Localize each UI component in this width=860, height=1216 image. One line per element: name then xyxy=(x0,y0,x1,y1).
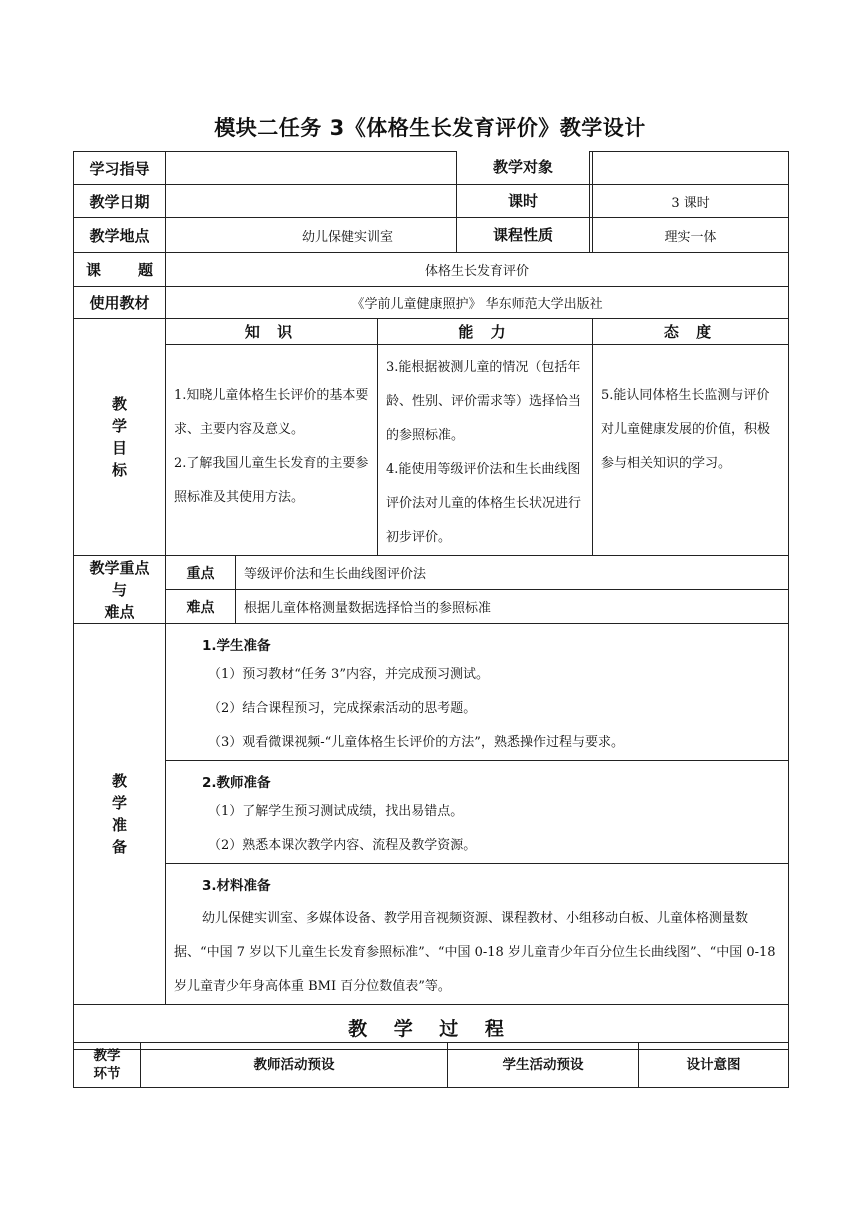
document-title: 模块二任务 3《体格生长发育评价》教学设计 xyxy=(214,116,646,140)
ability-header: 能 力 xyxy=(378,319,593,345)
teacher-prep-title: 2.教师准备 xyxy=(202,775,271,791)
knowledge-goal-2: 2.了解我国儿童生长发育的主要参照标准及其使用方法。 xyxy=(174,456,369,505)
date-label: 教学日期 xyxy=(74,185,166,218)
col-design-intent: 设计意图 xyxy=(639,1043,789,1088)
preparation-label: 教 学 准 备 xyxy=(74,624,166,1005)
student-prep-title: 1.学生准备 xyxy=(202,638,271,654)
audience-value xyxy=(593,152,789,185)
row-guide xyxy=(74,152,789,185)
key-points-label: 教学重点 与 难点 xyxy=(74,556,166,624)
knowledge-goals xyxy=(166,345,378,556)
textbook-label: 使用教材 xyxy=(74,287,166,319)
nature-label: 课程性质 xyxy=(456,218,590,252)
material-prep-text: 幼儿保健实训室、多媒体设备、教学用音视频资源、课程教材、小组移动白板、儿童体格测量数据、“中国 7 岁以下儿童生长发育参照标准”、“中国 0-18 岁儿童青少年百分位生长曲线图”、“中国 0-18 岁儿童青少年身高体重 BMI 百分位数值表”等。 xyxy=(174,911,776,994)
row-place xyxy=(74,218,789,253)
teacher-prep-item-2: （2）熟悉本课次教学内容、流程及教学资源。 xyxy=(208,838,477,853)
col-stage: 教学 环节 xyxy=(74,1043,141,1088)
process-title: 教 学 过 程 xyxy=(74,1005,789,1050)
key-value: 等级评价法和生长曲线图评价法 xyxy=(236,556,789,590)
process-header-table xyxy=(73,1042,789,1088)
row-textbook xyxy=(74,287,789,319)
row-key-point xyxy=(74,556,789,590)
row-topic xyxy=(74,253,789,287)
place-value: 幼儿保健实训室 xyxy=(166,218,530,253)
difficulty-value: 根据儿童体格测量数据选择恰当的参照标准 xyxy=(236,590,789,624)
attitude-goal-5: 5.能认同体格生长监测与评价对儿童健康发展的价值，积极参与相关知识的学习。 xyxy=(601,388,771,471)
hours-value: 3 课时 xyxy=(593,185,789,218)
ability-goals xyxy=(378,345,593,556)
guide-label: 学习指导 xyxy=(74,152,166,185)
audience-label: 教学对象 xyxy=(456,151,590,184)
process-header-row xyxy=(74,1043,789,1088)
row-date xyxy=(74,185,789,218)
attitude-header: 态 度 xyxy=(593,319,789,345)
row-goals-header xyxy=(74,319,789,345)
goals-label: 教 学 目 标 xyxy=(74,319,166,556)
row-material-prep xyxy=(74,864,789,1005)
col-teacher-activity: 教师活动预设 xyxy=(141,1043,448,1088)
topic-label: 课 题 xyxy=(74,253,166,287)
textbook-value: 《学前儿童健康照护》 华东师范大学出版社 xyxy=(166,287,789,319)
knowledge-header: 知 识 xyxy=(166,319,378,345)
student-prep-item-1: （1）预习教材“任务 3”内容，并完成预习测试。 xyxy=(208,667,489,682)
material-prep-title: 3.材料准备 xyxy=(202,878,271,894)
hours-label: 课时 xyxy=(456,185,590,217)
place-label: 教学地点 xyxy=(74,218,166,253)
row-difficulty xyxy=(74,590,789,624)
difficulty-label: 难点 xyxy=(166,590,236,624)
row-teacher-prep xyxy=(74,761,789,864)
student-preparation xyxy=(166,624,789,761)
row-goals-body xyxy=(74,345,789,556)
student-prep-item-2: （2）结合课程预习，完成探索活动的思考题。 xyxy=(208,701,477,716)
knowledge-goal-1: 1.知晓儿童体格生长评价的基本要求、主要内容及意义。 xyxy=(174,388,369,437)
teacher-prep-item-1: （1）了解学生预习测试成绩，找出易错点。 xyxy=(208,804,464,819)
material-preparation xyxy=(166,864,789,1005)
topic-value: 体格生长发育评价 xyxy=(166,253,789,287)
teacher-preparation xyxy=(166,761,789,864)
nature-value: 理实一体 xyxy=(593,218,789,253)
student-prep-item-3: （3）观看微课视频-“儿童体格生长评价的方法”，熟悉操作过程与要求。 xyxy=(208,735,624,750)
lesson-plan-table xyxy=(73,151,789,1050)
ability-goal-3: 3.能根据被测儿童的情况（包括年龄、性别、评价需求等）选择恰当的参照标准。 xyxy=(386,360,582,443)
key-label: 重点 xyxy=(166,556,236,590)
row-student-prep xyxy=(74,624,789,761)
ability-goal-4: 4.能使用等级评价法和生长曲线图评价法对儿童的体格生长状况进行初步评价。 xyxy=(386,462,582,545)
col-student-activity: 学生活动预设 xyxy=(448,1043,639,1088)
attitude-goals xyxy=(593,345,789,556)
